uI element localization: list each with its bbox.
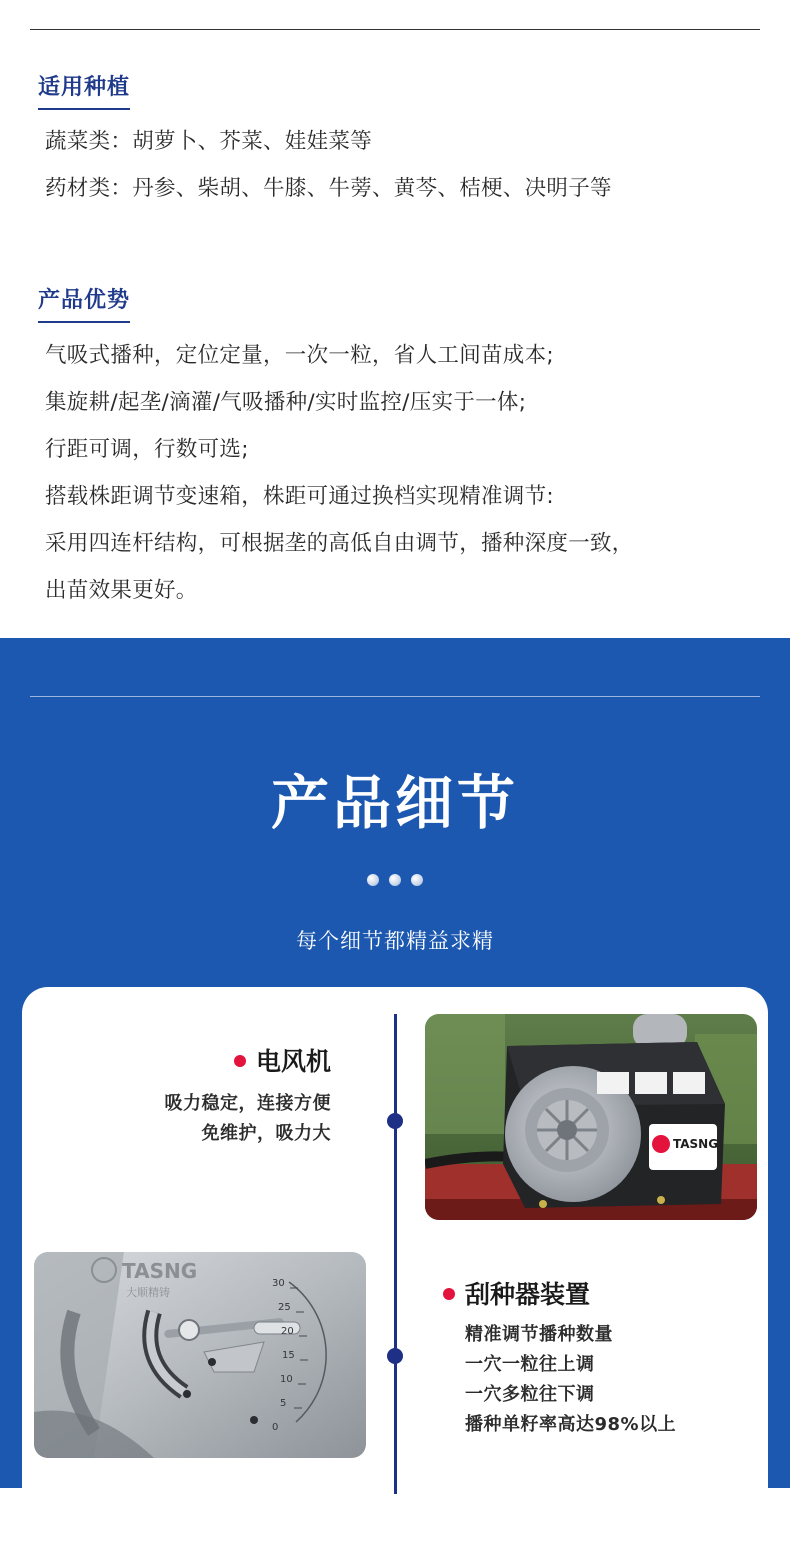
details-section — [0, 638, 790, 1488]
timeline-dot — [387, 1348, 403, 1364]
details-title: 产品细节 — [270, 769, 519, 837]
feature-line: 一穴一粒往上调 — [465, 1354, 595, 1375]
scale-label: 25 — [278, 1302, 291, 1313]
feature-line: 播种单籽率高达98%以上 — [465, 1414, 677, 1435]
top-section — [0, 0, 790, 638]
advantage-line: 行距可调，行数可选; — [45, 437, 249, 462]
decorative-dots — [367, 874, 423, 886]
dot-icon — [411, 874, 423, 886]
bullet-dot-icon — [234, 1055, 246, 1067]
feature-title-text: 刮种器装置 — [465, 1280, 591, 1309]
advantage-line: 搭载株距调节变速箱，株距可通过换档实现精准调节: — [45, 484, 554, 509]
scraper-logo-sub: 大顺精铸 — [126, 1286, 170, 1299]
scale-label: 20 — [281, 1326, 294, 1337]
scraper-photo — [34, 1252, 366, 1458]
top-divider — [30, 29, 760, 30]
advantages-title: 产品优势 — [38, 283, 130, 323]
details-divider — [30, 696, 760, 697]
planting-line: 蔬菜类：胡萝卜、芥菜、娃娃菜等 — [45, 129, 373, 154]
scale-label: 15 — [282, 1350, 295, 1361]
scale-label: 0 — [272, 1422, 279, 1433]
details-subtitle: 每个细节都精益求精 — [296, 929, 494, 953]
fan-logo-text: TASNG — [673, 1137, 719, 1151]
planting-title: 适用种植 — [38, 70, 130, 110]
dot-icon — [367, 874, 379, 886]
feature-title-scraper — [443, 1275, 590, 1311]
planting-line: 药材类：丹参、柴胡、牛膝、牛蒡、黄芩、桔梗、决明子等 — [45, 176, 612, 201]
fan-photo — [425, 1014, 757, 1220]
scale-label: 30 — [272, 1278, 285, 1289]
advantage-line: 采用四连杆结构，可根据垄的高低自由调节，播种深度一致， — [45, 531, 634, 556]
advantage-line: 气吸式播种，定位定量，一次一粒，省人工间苗成本; — [45, 343, 554, 368]
advantage-line: 出苗效果更好。 — [45, 578, 198, 603]
timeline-dot — [387, 1113, 403, 1129]
timeline-line — [394, 1014, 397, 1494]
feature-line: 精准调节播种数量 — [465, 1324, 613, 1345]
scale-label: 10 — [280, 1374, 293, 1385]
feature-card — [22, 987, 768, 1547]
feature-title-text: 电风机 — [255, 1047, 331, 1076]
feature-title-fan — [234, 1042, 331, 1078]
advantage-line: 集旋耕/起垄/滴灌/气吸播种/实时监控/压实于一体; — [45, 390, 527, 415]
feature-line: 免维护，吸力大 — [201, 1123, 331, 1144]
bullet-dot-icon — [443, 1288, 455, 1300]
feature-line: 吸力稳定，连接方便 — [164, 1093, 331, 1114]
scraper-logo-text: TASNG — [122, 1259, 198, 1283]
feature-line: 一穴多粒往下调 — [465, 1384, 595, 1405]
dot-icon — [389, 874, 401, 886]
scale-label: 5 — [280, 1398, 287, 1409]
